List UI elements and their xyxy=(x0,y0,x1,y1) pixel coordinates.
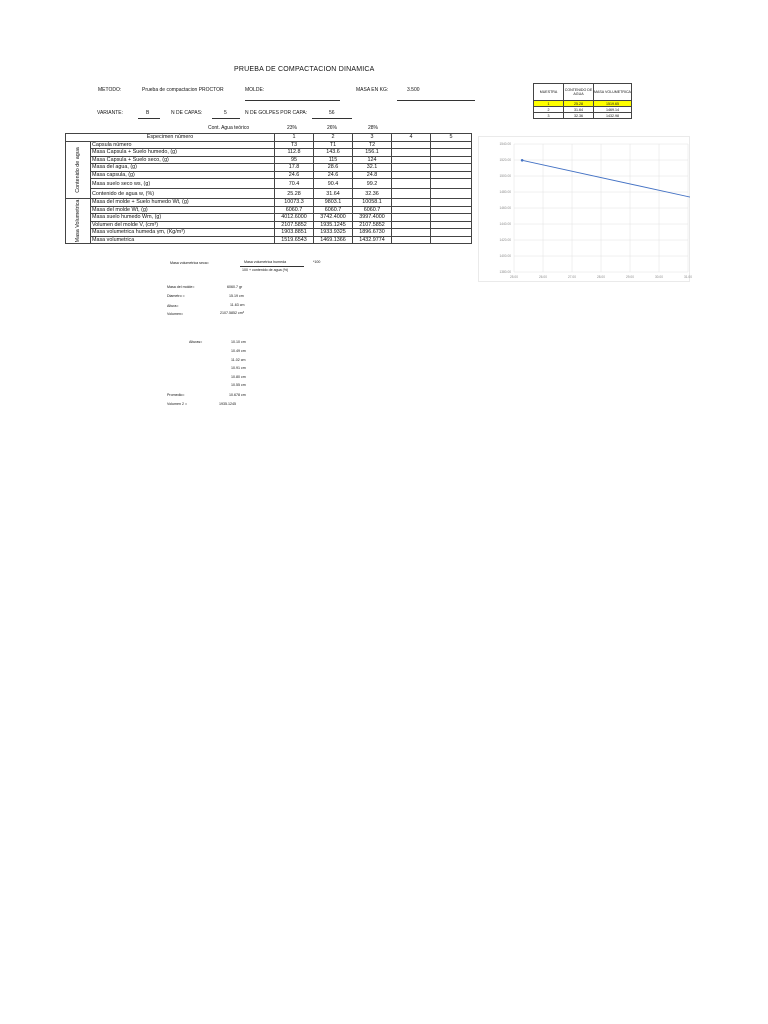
metodo-label: METODO: xyxy=(98,87,122,93)
altura-item: 10.55 cm xyxy=(231,383,246,387)
volumen-value: 2107.5852 cm³ xyxy=(220,311,244,315)
promedio-label: Promedio= xyxy=(167,393,185,397)
molde-label: MOLDE: xyxy=(245,87,265,93)
row-label: Masa del molde Wt, (g) xyxy=(91,206,275,214)
cell: 70.4 xyxy=(275,179,314,189)
cell: 95 xyxy=(275,156,314,164)
cell: 17.8 xyxy=(275,164,314,172)
formula-label: Masa volumetrica seca= xyxy=(170,261,209,265)
cell xyxy=(431,189,472,199)
row-label: Masa del agua, (g) xyxy=(91,164,275,172)
formula-fraction-bar xyxy=(240,266,304,267)
capas-value: 5 xyxy=(224,110,227,116)
summary-header-row xyxy=(534,84,632,101)
row-label: Masa Capsula + Suelo humedo, (g) xyxy=(91,149,275,157)
golpes-label: N DE GOLPES POR CAPA: xyxy=(245,110,308,116)
cell xyxy=(392,149,431,157)
cell: 6060.7 xyxy=(275,206,314,214)
specimen-header-row xyxy=(66,134,472,142)
row-label: Volumen del molde V, (cm³) xyxy=(91,221,275,229)
table-row xyxy=(66,149,472,157)
cell: 2107.5852 xyxy=(275,221,314,229)
altura-item: 10.10 cm xyxy=(231,340,246,344)
cell xyxy=(431,199,472,207)
x-tick-label: 30.00 xyxy=(655,275,663,279)
cell: 25.28 xyxy=(275,189,314,199)
masa-molde-value: 6060.7 gr xyxy=(227,285,243,289)
cell xyxy=(392,171,431,179)
cell: 32.1 xyxy=(353,164,392,172)
cell: 1903.8851 xyxy=(275,229,314,237)
row-label: Masa suelo seco ws, (g) xyxy=(91,179,275,189)
table-row xyxy=(66,171,472,179)
table-row xyxy=(66,189,472,199)
cell: 4012.6000 xyxy=(275,214,314,222)
cell: 24.6 xyxy=(314,171,353,179)
altura-item: 10.91 cm xyxy=(231,366,246,370)
y-tick-label: 1480.00 xyxy=(499,190,511,194)
cell: 1896.6730 xyxy=(353,229,392,237)
cont-value-1: 23% xyxy=(287,125,298,131)
cont-label: Cont. Agua teórico xyxy=(208,125,250,131)
group-masa-volumetrica xyxy=(66,199,91,244)
cell: T2 xyxy=(353,141,392,149)
cell xyxy=(392,229,431,237)
specimen-number: 3 xyxy=(353,134,392,142)
golpes-value: 56 xyxy=(329,110,335,116)
cell xyxy=(431,171,472,179)
formula-denominator: 100 + contenido de agua (%) xyxy=(242,268,289,272)
table-row xyxy=(66,199,472,207)
cell xyxy=(431,206,472,214)
summary-header: MUESTRA xyxy=(534,84,564,101)
page-title: PRUEBA DE COMPACTACION DINAMICA xyxy=(234,66,375,73)
specimen-number: 2 xyxy=(314,134,353,142)
cell: 1432.9774 xyxy=(353,236,392,244)
cell: 1432.98 xyxy=(594,113,632,119)
formula-numerator: Masa volumetrica humeda xyxy=(244,260,287,264)
table-row xyxy=(66,236,472,244)
cell xyxy=(431,149,472,157)
data-point xyxy=(521,159,524,162)
volumen-label: Volumen= xyxy=(167,312,184,316)
cell: 32.36 xyxy=(564,113,594,119)
cell: 3742.4000 xyxy=(314,214,353,222)
cell xyxy=(392,206,431,214)
group-label: Masa Volumetrica xyxy=(75,199,81,243)
cell: 10073.3 xyxy=(275,199,314,207)
cell: 1519.65 xyxy=(594,101,632,107)
row-label: Masa volumetrica humeda γm, (Kg/m³) xyxy=(91,229,275,237)
group-label: Contenido de agua xyxy=(75,146,81,193)
alturas-label: Alturas= xyxy=(189,340,203,344)
cell: T1 xyxy=(314,141,353,149)
cell xyxy=(392,164,431,172)
cell xyxy=(392,236,431,244)
y-tick-label: 1520.00 xyxy=(499,158,511,162)
table-row xyxy=(66,214,472,222)
cell xyxy=(392,199,431,207)
summary-header: CONTENIDO DE AGUA xyxy=(564,84,594,101)
y-tick-label: 1460.00 xyxy=(499,206,511,210)
x-tick-label: 27.00 xyxy=(568,275,576,279)
cell: 24.6 xyxy=(275,171,314,179)
cell xyxy=(392,214,431,222)
row-label: Contenido de agua w, (%) xyxy=(91,189,275,199)
cell: 24.8 xyxy=(353,171,392,179)
row-label: Masa volumetrica xyxy=(91,236,275,244)
cell: 1469.14 xyxy=(594,107,632,113)
cont-value-3: 28% xyxy=(368,125,379,131)
table-row xyxy=(66,164,472,172)
masa-value: 3.500 xyxy=(407,87,420,93)
variante-label: VARIANTE: xyxy=(97,110,124,116)
cell: 2107.5852 xyxy=(353,221,392,229)
cell: 10058.1 xyxy=(353,199,392,207)
row-label: Capsula número xyxy=(91,141,275,149)
capas-underline xyxy=(212,118,240,119)
cell: 31.64 xyxy=(564,107,594,113)
altura-value: 11.63 cm xyxy=(230,303,245,307)
cell: 1935.1245 xyxy=(314,221,353,229)
cell xyxy=(431,229,472,237)
promedio-value: 10.678 cm xyxy=(229,393,246,397)
cell: 1 xyxy=(534,101,564,107)
cell: 115 xyxy=(314,156,353,164)
row-label: Masa Capsula + Suelo seco, (g) xyxy=(91,156,275,164)
cont-value-2: 26% xyxy=(327,125,338,131)
x-tick-label: 31.00 xyxy=(684,275,692,279)
altura-label: Altura= xyxy=(167,304,179,308)
cell: 31.64 xyxy=(314,189,353,199)
capas-label: N DE CAPAS: xyxy=(171,110,203,116)
table-row xyxy=(66,221,472,229)
cell: 156.1 xyxy=(353,149,392,157)
cell xyxy=(392,141,431,149)
table-row xyxy=(66,141,472,149)
table-row xyxy=(66,206,472,214)
volumen2-label: Volumen 2 = xyxy=(167,402,188,406)
y-tick-label: 1440.00 xyxy=(499,222,511,226)
specimen-number: 1 xyxy=(275,134,314,142)
specimen-number: 4 xyxy=(392,134,431,142)
table-row xyxy=(66,156,472,164)
summary-table xyxy=(533,83,632,119)
cell xyxy=(431,221,472,229)
cell: 143.6 xyxy=(314,149,353,157)
group-contenido-agua xyxy=(66,141,91,199)
cell: 2 xyxy=(534,107,564,113)
cell xyxy=(392,189,431,199)
row-label: Masa del molde + Suelo humedo Wt, (g) xyxy=(91,199,275,207)
table-row xyxy=(66,229,472,237)
cell: 28.6 xyxy=(314,164,353,172)
volumen2-value: 1935.1245 xyxy=(219,402,236,406)
cell: 6060.7 xyxy=(314,206,353,214)
row-label: Masa capsula, (g) xyxy=(91,171,275,179)
row-label: Masa suelo humedo Wm, (g) xyxy=(91,214,275,222)
masa-label: MASA EN KG: xyxy=(356,87,389,93)
compaction-chart xyxy=(478,136,690,282)
cell: 32.36 xyxy=(353,189,392,199)
cell: 1469.1366 xyxy=(314,236,353,244)
cell xyxy=(431,179,472,189)
variante-value: B xyxy=(146,110,150,116)
cell: T3 xyxy=(275,141,314,149)
cell: 1933.9325 xyxy=(314,229,353,237)
x-tick-label: 29.00 xyxy=(626,275,634,279)
golpes-underline xyxy=(312,118,352,119)
diametro-label: Diametro = xyxy=(167,294,185,298)
altura-item: 10.49 cm xyxy=(231,349,246,353)
metodo-value: Prueba de compactacion PROCTOR xyxy=(142,87,224,93)
x-tick-label: 28.00 xyxy=(597,275,605,279)
summary-header: MASA VOLUMETRICA xyxy=(594,84,632,101)
x-tick-label: 25.00 xyxy=(510,275,518,279)
altura-item: 11.02 cm xyxy=(231,358,246,362)
cell: 9803.1 xyxy=(314,199,353,207)
cell: 25.28 xyxy=(564,101,594,107)
data-table xyxy=(65,133,472,244)
diametro-value: 15.19 cm xyxy=(229,294,244,298)
specimen-label: Especimen número xyxy=(66,134,275,142)
x-tick-label: 26.00 xyxy=(539,275,547,279)
y-tick-label: 1400.00 xyxy=(499,254,511,258)
cell: 124 xyxy=(353,156,392,164)
cell: 112.8 xyxy=(275,149,314,157)
cell: 90.4 xyxy=(314,179,353,189)
cell xyxy=(431,156,472,164)
variante-underline xyxy=(138,118,160,119)
cell: 6060.7 xyxy=(353,206,392,214)
cell: 3997.4000 xyxy=(353,214,392,222)
altura-item: 10.80 cm xyxy=(231,375,246,379)
molde-underline xyxy=(245,100,340,101)
cell xyxy=(392,179,431,189)
masa-underline xyxy=(397,100,475,101)
cell xyxy=(431,236,472,244)
cell xyxy=(392,221,431,229)
cell xyxy=(431,164,472,172)
cell: 3 xyxy=(534,113,564,119)
table-row xyxy=(66,179,472,189)
cell: 1519.6543 xyxy=(275,236,314,244)
formula-factor: *100 xyxy=(313,260,321,264)
summary-row xyxy=(534,113,632,119)
y-tick-label: 1380.00 xyxy=(499,270,511,274)
cell xyxy=(392,156,431,164)
cell xyxy=(431,214,472,222)
y-tick-label: 1420.00 xyxy=(499,238,511,242)
cell: 99.2 xyxy=(353,179,392,189)
masa-molde-label: Masa del molde= xyxy=(167,285,195,289)
y-tick-label: 1500.00 xyxy=(499,174,511,178)
cell xyxy=(431,141,472,149)
specimen-number: 5 xyxy=(431,134,472,142)
y-tick-label: 1540.00 xyxy=(499,142,511,146)
